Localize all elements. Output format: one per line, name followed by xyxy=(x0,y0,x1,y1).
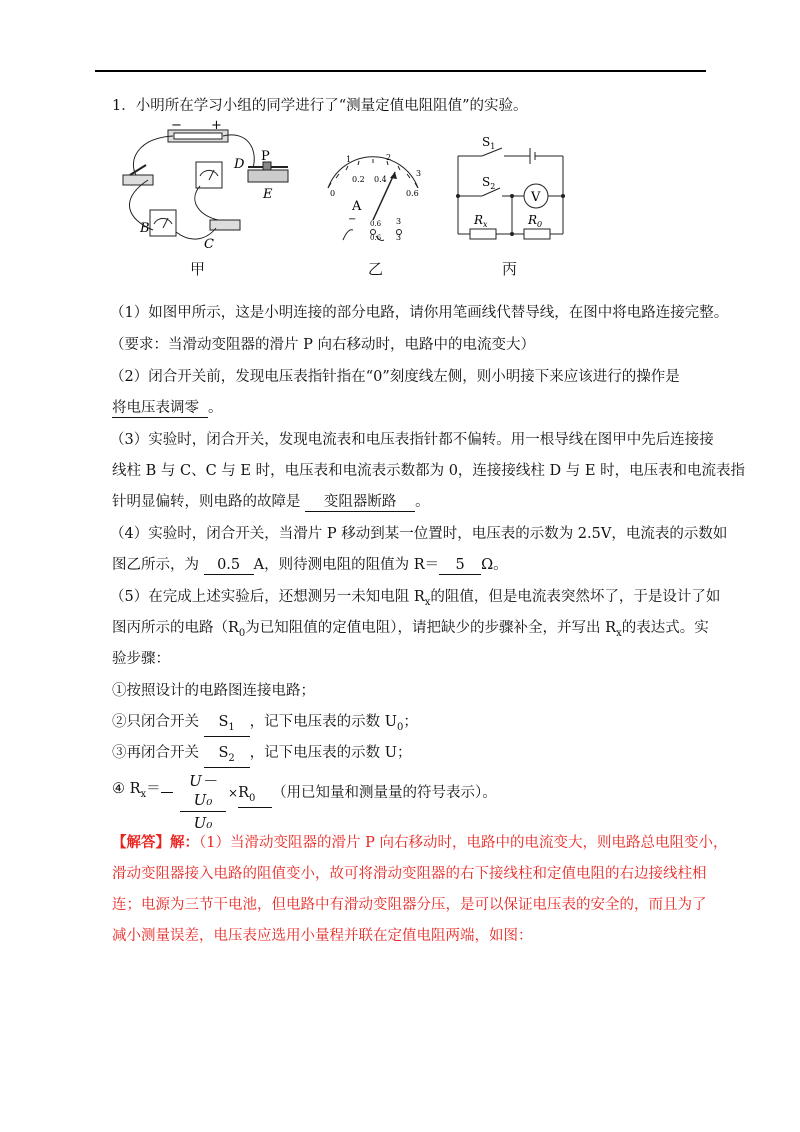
part5-line2-tail: 的表达式。实 xyxy=(621,620,709,636)
figure-yi-label: 乙 xyxy=(368,260,384,278)
battery-minus-label: − xyxy=(171,120,182,133)
part5-step3 xyxy=(112,743,411,768)
switch-s1-label: $S_1$ xyxy=(482,135,496,151)
part4-line1: （4）实验时，闭合开关，当滑片 P 移动到某一位置时，电压表的示数为 2.5V，电流表的示数如 xyxy=(110,526,728,542)
part5-line2-mid: 为已知阻值的定值电阻），请把缺少的步骤补全，并写出 R xyxy=(245,620,617,636)
step4-r0: $R_0$ xyxy=(238,785,272,808)
terminal-minus: − xyxy=(348,214,357,225)
part5-line1-tail: 的阻值，但是电流表突然坏了，于是设计了如 xyxy=(430,589,721,605)
part5-line3: 验步骤： xyxy=(112,651,170,667)
part4-answer-resistance: 5 xyxy=(439,557,481,575)
scale-label-04: 0.4 xyxy=(374,175,387,184)
part3-line1: （3）实验时，闭合开关，发现电流表和电压表指针都不偏转。用一根导线在图甲中先后连接接 xyxy=(110,432,714,448)
ammeter-unit-a: A xyxy=(352,199,362,214)
fraction-denominator: U₀ xyxy=(193,814,213,832)
part4-line2 xyxy=(112,555,508,575)
times-sign: × xyxy=(228,786,239,800)
scale-label-0: 0 xyxy=(330,189,336,198)
switch-s2-label: $S_2$ xyxy=(482,175,496,191)
part5-line2 xyxy=(112,618,709,644)
part1-line1: （1）如图甲所示，这是小明连接的部分电路，请你用笔画线代替导线，在图中将电路连接完整。 xyxy=(110,305,729,321)
step4-eq: ＝ xyxy=(146,781,161,797)
terminal-3b: 3 xyxy=(396,233,402,242)
step4-sub: x xyxy=(140,788,147,800)
step4-tail: （用已知量和测量量的符号表示）。 xyxy=(272,785,497,801)
part4-mid: A，则待测电阻的阻值为 R＝ xyxy=(253,557,440,573)
battery-plus-label: + xyxy=(211,120,222,133)
part5-step2 xyxy=(112,712,418,738)
step2-answer: $S_1$ xyxy=(204,714,250,737)
part4-tail: Ω。 xyxy=(481,557,508,573)
solution-line2: 滑动变阻器接入电路的阻值变小，故可将滑动变阻器的右下接线柱和定值电阻的右边接线柱相 xyxy=(112,866,707,882)
scale-label-02: 0.2 xyxy=(352,175,365,184)
part2-line1: （2）闭合开关前，发现电压表指针指在“0”刻度线左侧，则小明接下来应该进行的操作是 xyxy=(110,369,680,385)
part3-line3-pre: 针明显偏转，则电路的故障是 xyxy=(112,494,301,510)
terminal-d-label: D xyxy=(234,157,245,172)
part2-answer: 将电压表调零 xyxy=(112,400,208,418)
figure-bing xyxy=(448,134,573,249)
part2-tail: 。 xyxy=(208,400,223,416)
question-stem: 1．小明所在学习小组的同学进行了“测量定值电阻阻值”的实验。 xyxy=(112,98,528,114)
resistor-r0-label: $R_0$ xyxy=(528,213,543,229)
step2-pre: ②只闭合开关 xyxy=(112,714,199,730)
part5-step1: ①按照设计的电路图连接电路； xyxy=(112,683,315,699)
step4-blank-lead xyxy=(161,792,173,793)
step3-pre: ③再闭合开关 xyxy=(112,745,199,761)
terminal-b-label: B xyxy=(140,221,150,236)
step4-label: ④ R xyxy=(112,781,141,797)
resistor-rx-label: $R_x$ xyxy=(474,213,488,229)
header-rule xyxy=(95,70,706,72)
solution-line1-text: （1）当滑动变阻器的滑片 P 向右移动时，电路中的电流变大，则电路总电阻变小， xyxy=(199,835,728,851)
part5-line2-sub2: x xyxy=(616,627,622,639)
terminal-p-label: P xyxy=(261,149,270,164)
terminal-c-label: C xyxy=(204,237,214,252)
terminal-e-label: E xyxy=(263,187,273,202)
solution-line1 xyxy=(112,833,727,853)
step2-tail: ，记下电压表的示数 U xyxy=(249,714,397,730)
solution-head: 【解答】解： xyxy=(112,834,199,851)
part3-answer: 变阻器断路 xyxy=(305,494,415,512)
part5-line2-sub: 0 xyxy=(238,627,246,639)
part5-line2-text: 图丙所示的电路（R xyxy=(112,620,239,636)
step3-tail: ，记下电压表的示数 U； xyxy=(249,745,412,761)
step2-tail-sub: 0 xyxy=(396,721,404,733)
solution-line3: 连；电源为三节干电池，但电路中有滑动变阻器分压，是可以保证电压表的安全的，而且为了 xyxy=(112,897,707,913)
terminal-3a: 3 xyxy=(396,217,402,226)
scale-label-3: 3 xyxy=(416,169,422,178)
part1-line2: （要求：当滑动变阻器的滑片 P 向右移动时，电路中的电流变大） xyxy=(110,337,535,353)
voltmeter-v-label: V xyxy=(531,190,541,205)
part5-step4-pre xyxy=(112,779,173,805)
figure-yi xyxy=(318,150,428,245)
step4-fraction xyxy=(180,770,226,832)
scale-label-1: 1 xyxy=(346,155,352,164)
part2-answer-line xyxy=(112,398,223,418)
part5-step4-post xyxy=(228,783,497,808)
terminal-06b: 0.6 xyxy=(370,234,382,242)
part4-line2-pre: 图乙所示，为 xyxy=(112,557,199,573)
terminal-06a: 0.6 xyxy=(370,220,382,228)
figure-jia xyxy=(108,120,298,255)
figure-bing-label: 丙 xyxy=(502,260,518,278)
fraction-numerator: U－U₀ xyxy=(180,770,226,812)
part5-line1 xyxy=(110,587,720,613)
part3-line3 xyxy=(112,492,430,512)
step3-answer: $S_2$ xyxy=(204,745,250,768)
scale-label-2: 2 xyxy=(386,153,392,162)
figure-jia-label: 甲 xyxy=(190,260,206,278)
step2-end: ； xyxy=(403,714,418,730)
part4-answer-current: 0.5 xyxy=(204,557,254,575)
part5-line1-sub: x xyxy=(424,596,431,608)
part3-line2: 线柱 B 与 C、C 与 E 时，电压表和电流表示数都为 0，连接接线柱 D 与 E 时，电压表和电流表指 xyxy=(112,463,746,479)
part5-line1-text: （5）在完成上述实验后，还想测另一未知电阻 R xyxy=(110,589,425,605)
scale-label-06: 0.6 xyxy=(406,189,419,198)
part3-tail: 。 xyxy=(415,494,430,510)
solution-line4: 减小测量误差，电压表应选用小量程并联在定值电阻两端，如图： xyxy=(112,928,533,944)
